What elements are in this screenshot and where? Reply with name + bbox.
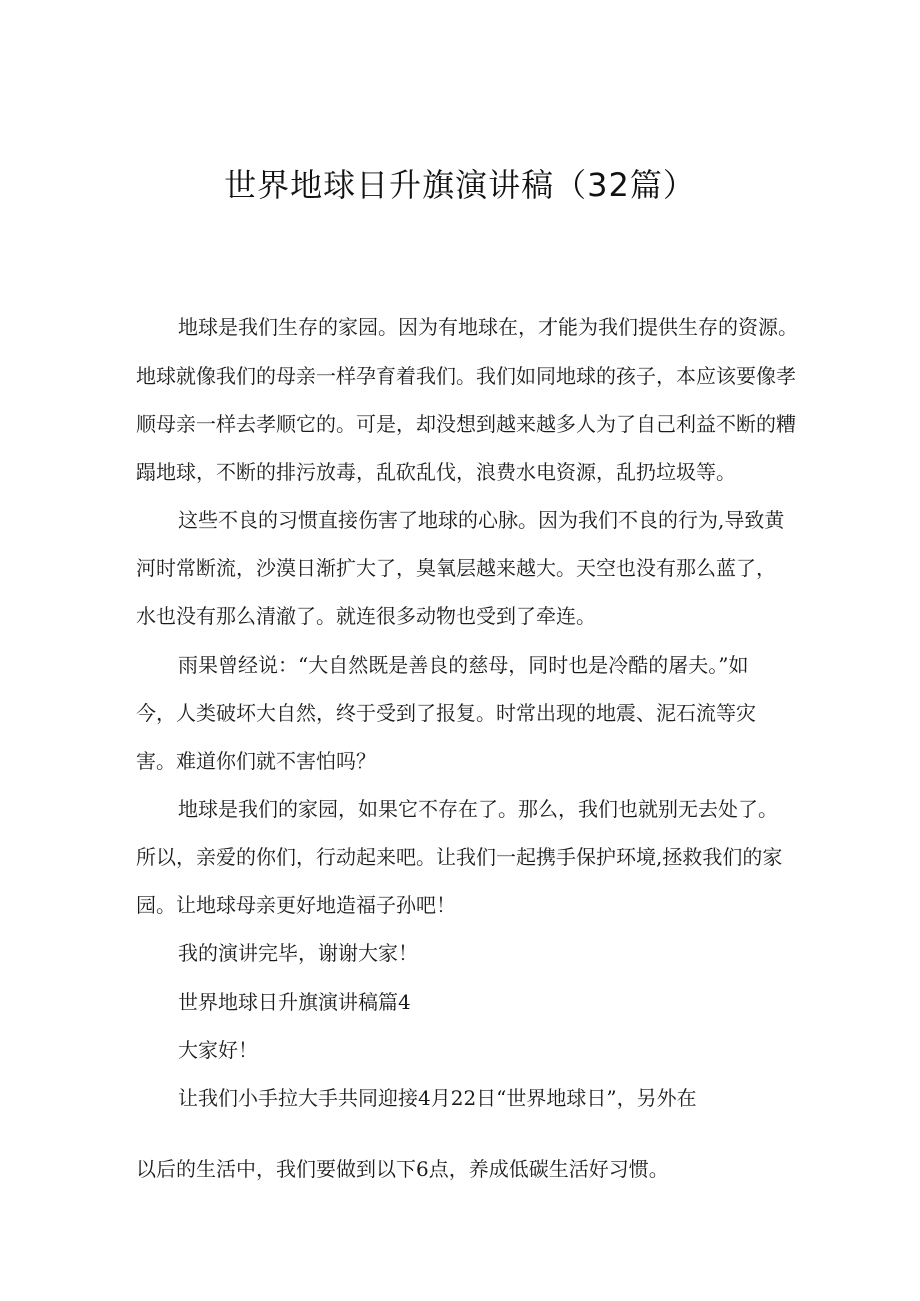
paragraph-line: 河时常断流，沙漠日渐扩大了，臭氧层越来越大。天空也没有那么蓝了， (136, 556, 776, 580)
section-heading: 世界地球日升旗演讲稿篇4 (178, 990, 411, 1014)
page-title: 世界地球日升旗演讲稿（32篇） (224, 166, 696, 204)
paragraph-line: 蹋地球，不断的排污放毒，乱砍乱伐，浪费水电资源，乱扔垃圾等。 (136, 460, 736, 484)
paragraph-line: 今，人类破坏大自然，终于受到了报复。时常出现的地震、泥石流等灾 (136, 701, 756, 725)
paragraph-line: 水也没有那么清澈了。就连很多动物也受到了牵连。 (136, 604, 596, 628)
paragraph-line: 这些不良的习惯直接伤害了地球的心脉。因为我们不良的行为,导致黄 (178, 508, 785, 532)
closing-line: 我的演讲完毕，谢谢大家！ (178, 941, 418, 965)
paragraph-line: 所以，亲爱的你们，行动起来吧。让我们一起携手保护环境,拯救我们的家 (136, 845, 783, 869)
paragraph-line: 以后的生活中，我们要做到以下6点，养成低碳生活好习惯。 (136, 1157, 669, 1181)
paragraph-line: 地球是我们的家园，如果它不存在了。那么，我们也就别无去处了。 (178, 797, 778, 821)
greeting-line: 大家好！ (178, 1038, 258, 1062)
paragraph-line: 地球就像我们的母亲一样孕育着我们。我们如同地球的孩子，本应该要像孝 (136, 364, 796, 388)
paragraph-line: 让我们小手拉大手共同迎接4月22日“世界地球日”，另外在 (178, 1086, 697, 1110)
paragraph-line: 地球是我们生存的家园。因为有地球在，才能为我们提供生存的资源。 (178, 315, 798, 339)
paragraph-line: 雨果曾经说：“大自然既是善良的慈母，同时也是冷酷的屠夫。”如 (178, 653, 749, 677)
paragraph-line: 顺母亲一样去孝顺它的。可是，却没想到越来越多人为了自己利益不断的糟 (136, 412, 796, 436)
paragraph-line: 园。让地球母亲更好地造福子孙吧！ (136, 893, 456, 917)
paragraph-line: 害。难道你们就不害怕吗？ (136, 749, 376, 773)
